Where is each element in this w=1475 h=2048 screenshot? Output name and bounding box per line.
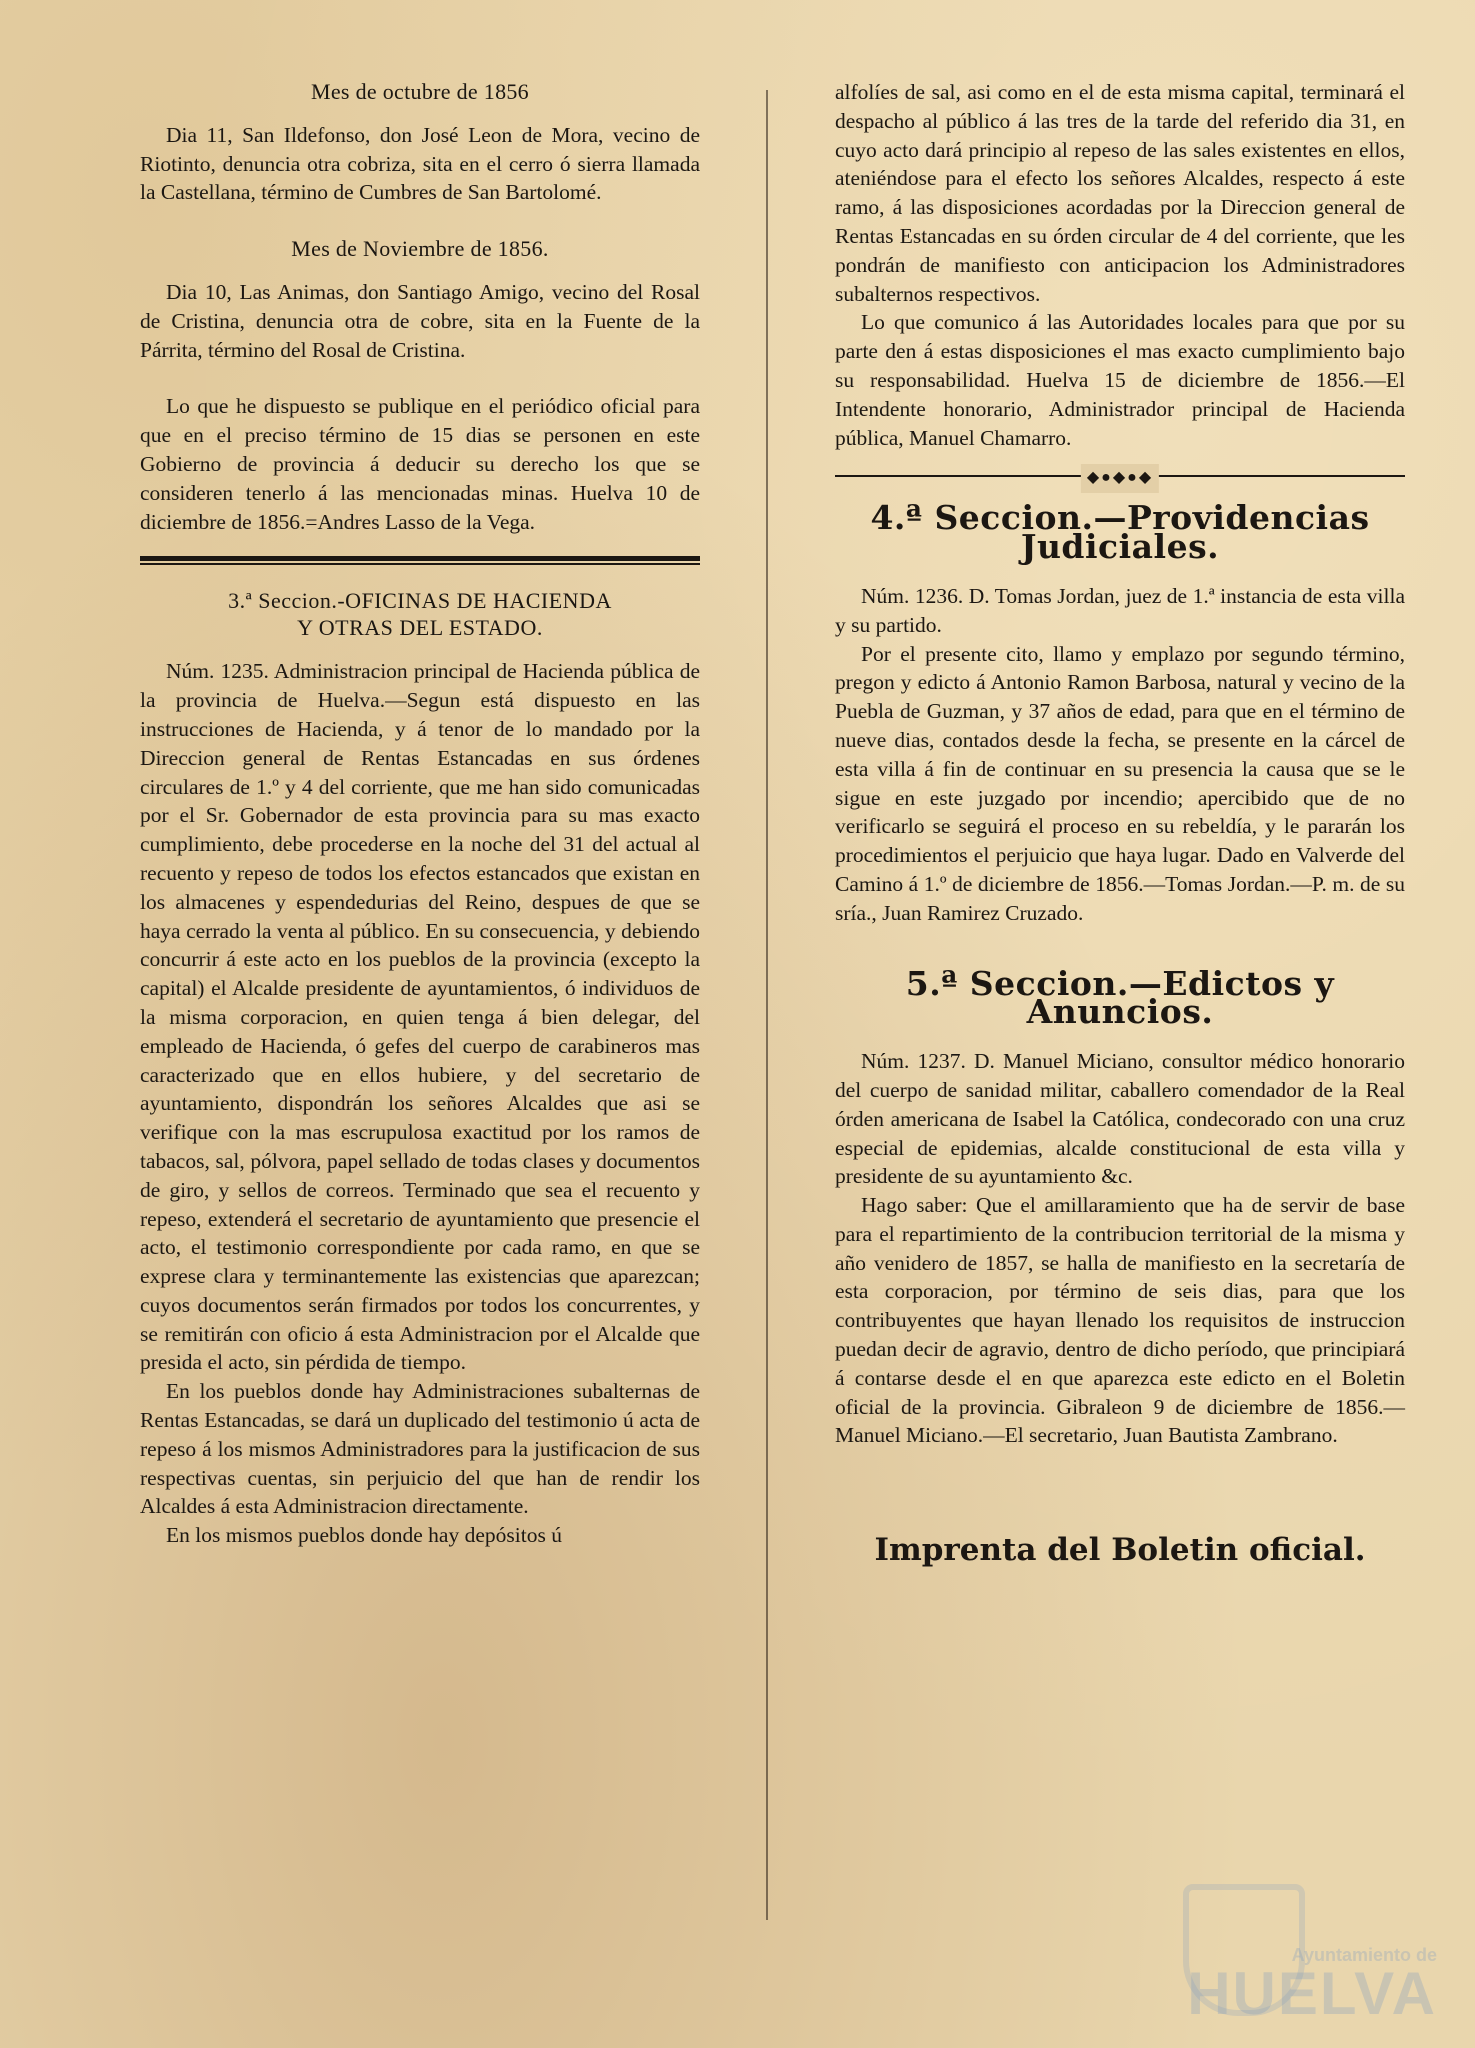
notice-1237-body: Hago saber: Que el amillaramiento que ha de servir de base para el repartimiento de la contribucion territorial de la misma y año venidero de 1857, se halla de manifiesto en la secretaría de esta corporacion, por término de seis dias, para que los contribuyentes que hayan llenado los requisitos de instruccion puedan decir de agravio, dentro de dicho período, que principiará á contarse desde el en que aparezca este edicto en el Boletin oficial de la provincia. Gibraleon 9 de diciembre de 1856.—Manuel Miciano.—El secretario, Juan Bautista Zambrano. (835, 1193, 1405, 1448)
column-divider (766, 90, 768, 1920)
ornamental-rule: ◆●◆●◆ (835, 468, 1405, 484)
notice-1236-heading: Núm. 1236. D. Tomas Jordan, juez de 1.ª instancia de esta villa y su partido. (835, 583, 1405, 637)
section3-title-line1: 3.ª Seccion.-OFICINAS DE HACIENDA (228, 588, 612, 614)
month-november-heading: Mes de Noviembre de 1856. (291, 236, 549, 262)
notice-1237-heading: Núm. 1237. D. Manuel Miciano, consultor médico honorario del cuerpo de sanidad militar, caballero comendador de la Real órden americana de Isabel la Católica, condecorado con una cruz especial de epidemias, alcalde constitucional de esta villa y presidente de su ayuntamiento &c. (835, 1049, 1405, 1189)
printer-imprint: Imprenta del Boletin oficial. (874, 1532, 1366, 1569)
notice-1236-body: Por el presente cito, llamo y emplazo por segundo término, pregon y edicto á Antonio Ramon Barbosa, natural y vecino de la Puebla de Guzman, y 37 años de edad, para que en el término de nueve dias, contados desde la fecha, se presente en la cárcel de esta villa á fin de continuar en su presencia la causa que se le sigue en este juzgado por incendio; apercibido que de no verificarlo se seguirá el proceso en su rebeldía, y le pararán los procedimientos el perjuicio que haya lugar. Dado en Valverde del Camino á 1.º de diciembre de 1856.—Tomas Jordan.—P. m. de su sría., Juan Ramirez Cruzado. (835, 641, 1405, 925)
month-october-heading: Mes de octubre de 1856 (311, 79, 529, 104)
watermark-bottom-text: HUELVA (1187, 1960, 1437, 2027)
section5-title: 5.ª Seccion.—Edictos y Anuncios. (905, 963, 1335, 1032)
section3-title-line2: Y OTRAS DEL ESTADO. (297, 615, 543, 641)
left-column (140, 78, 700, 1550)
section4-title: 4.ª Seccion.—Providencias Judiciales. (870, 498, 1370, 567)
archive-watermark (1187, 1945, 1437, 2027)
continued-paragraph-1: alfolíes de sal, asi como en el de esta misma capital, terminará el despacho al público á las tres de la tarde del referido dia 31, en cuyo acto dará principio al repeso de las sales existentes en ellos, ateniéndose para el efecto los señores Alcaldes, respecto á este ramo, á las disposiciones acordadas por la Direccion general de Rentas Estancadas en su órden circular de 4 del corriente, que les pondrán de manifiesto con anticipacion los Administradores subalternos respectivos. (835, 80, 1405, 306)
continued-paragraph-2: Lo que comunico á las Autoridades locales para que por su parte den á estas disposiciones el mas exacto cumplimiento bajo su responsabilidad. Huelva 15 de diciembre de 1856.—El Intendente honorario, Administrador principal de Hacienda pública, Manuel Chamarro. (835, 310, 1405, 450)
watermark-top-text: Ayuntamiento de (1291, 1945, 1437, 1965)
november-entry: Dia 10, Las Animas, don Santiago Amigo, vecino del Rosal de Cristina, denuncia otra de cobre, sita en la Fuente de la Párrita, término del Rosal de Cristina. (140, 279, 700, 362)
mines-notice: Lo que he dispuesto se publique en el periódico oficial para que en el preciso término de 15 dias se personen en este Gobierno de provincia á deducir su derecho los que se consideren tenerlo á las mencionadas minas. Huelva 10 de diciembre de 1856.=Andres Lasso de la Vega. (140, 394, 700, 534)
section3-heading (140, 587, 700, 641)
right-column (835, 78, 1405, 1569)
notice-1235-paragraph-1: Núm. 1235. Administracion principal de Hacienda pública de la provincia de Huelva.—Segun está dispuesto en las instrucciones de Hacienda, y á tenor de lo mandado por la Direccion general de Rentas Estancadas en sus órdenes circulares de 1.º y 4 del corriente, que me han sido comunicadas por el Sr. Gobernador de esta provincia para su mas exacto cumplimiento, debe procederse en la noche del 31 del actual al recuento y repeso de todos los efectos estancados que existan en los almacenes y espendedurias del Reino, despues de que se haya cerrado la venta al público. En su consecuencia, y debiendo concurrir á este acto en los pueblos de la provincia (excepto la capital) el Alcalde presidente de ayuntamientos, ó individuos de la misma corporacion, en quien tenga á bien delegar, del empleado de Hacienda, ó gefes del cuerpo de carabineros mas caracterizado que en ellos hubiere, y del secretario de ayuntamiento, dispondrán los señores Alcaldes que asi se verifique con la mas escrupulosa exactitud por los ramos de tabacos, sal, pólvora, papel sellado de todas clases y documentos de giro, y sellos de correos. Terminado que sea el recuento y repeso, extenderá el secretario de ayuntamiento que presencie el acto, el testimonio correspondiente por cada ramo, en que se exprese clara y terminantemente las existencias que aparezcan; cuyos documentos serán firmados por todos los concurrentes, y se remitirán con oficio á esta Administracion por el Alcalde que presida el acto, sin pérdida de tiempo. (140, 659, 700, 1375)
notice-1235-paragraph-3: En los mismos pueblos donde hay depósitos ú (166, 1523, 562, 1548)
october-entry: Dia 11, San Ildefonso, don José Leon de Mora, vecino de Riotinto, denuncia otra cobriza, sita en el cerro ó sierra llamada la Castellana, término de Cumbres de San Bartolomé. (140, 122, 700, 205)
thick-rule (140, 556, 700, 565)
notice-1235-paragraph-2: En los pueblos donde hay Administraciones subalternas de Rentas Estancadas, se dará un duplicado del testimonio ú acta de repeso á los mismos Administradores para la justificacion de sus respectivas cuentas, sin perjuicio del que han de rendir los Alcaldes á esta Administracion directamente. (140, 1379, 700, 1519)
